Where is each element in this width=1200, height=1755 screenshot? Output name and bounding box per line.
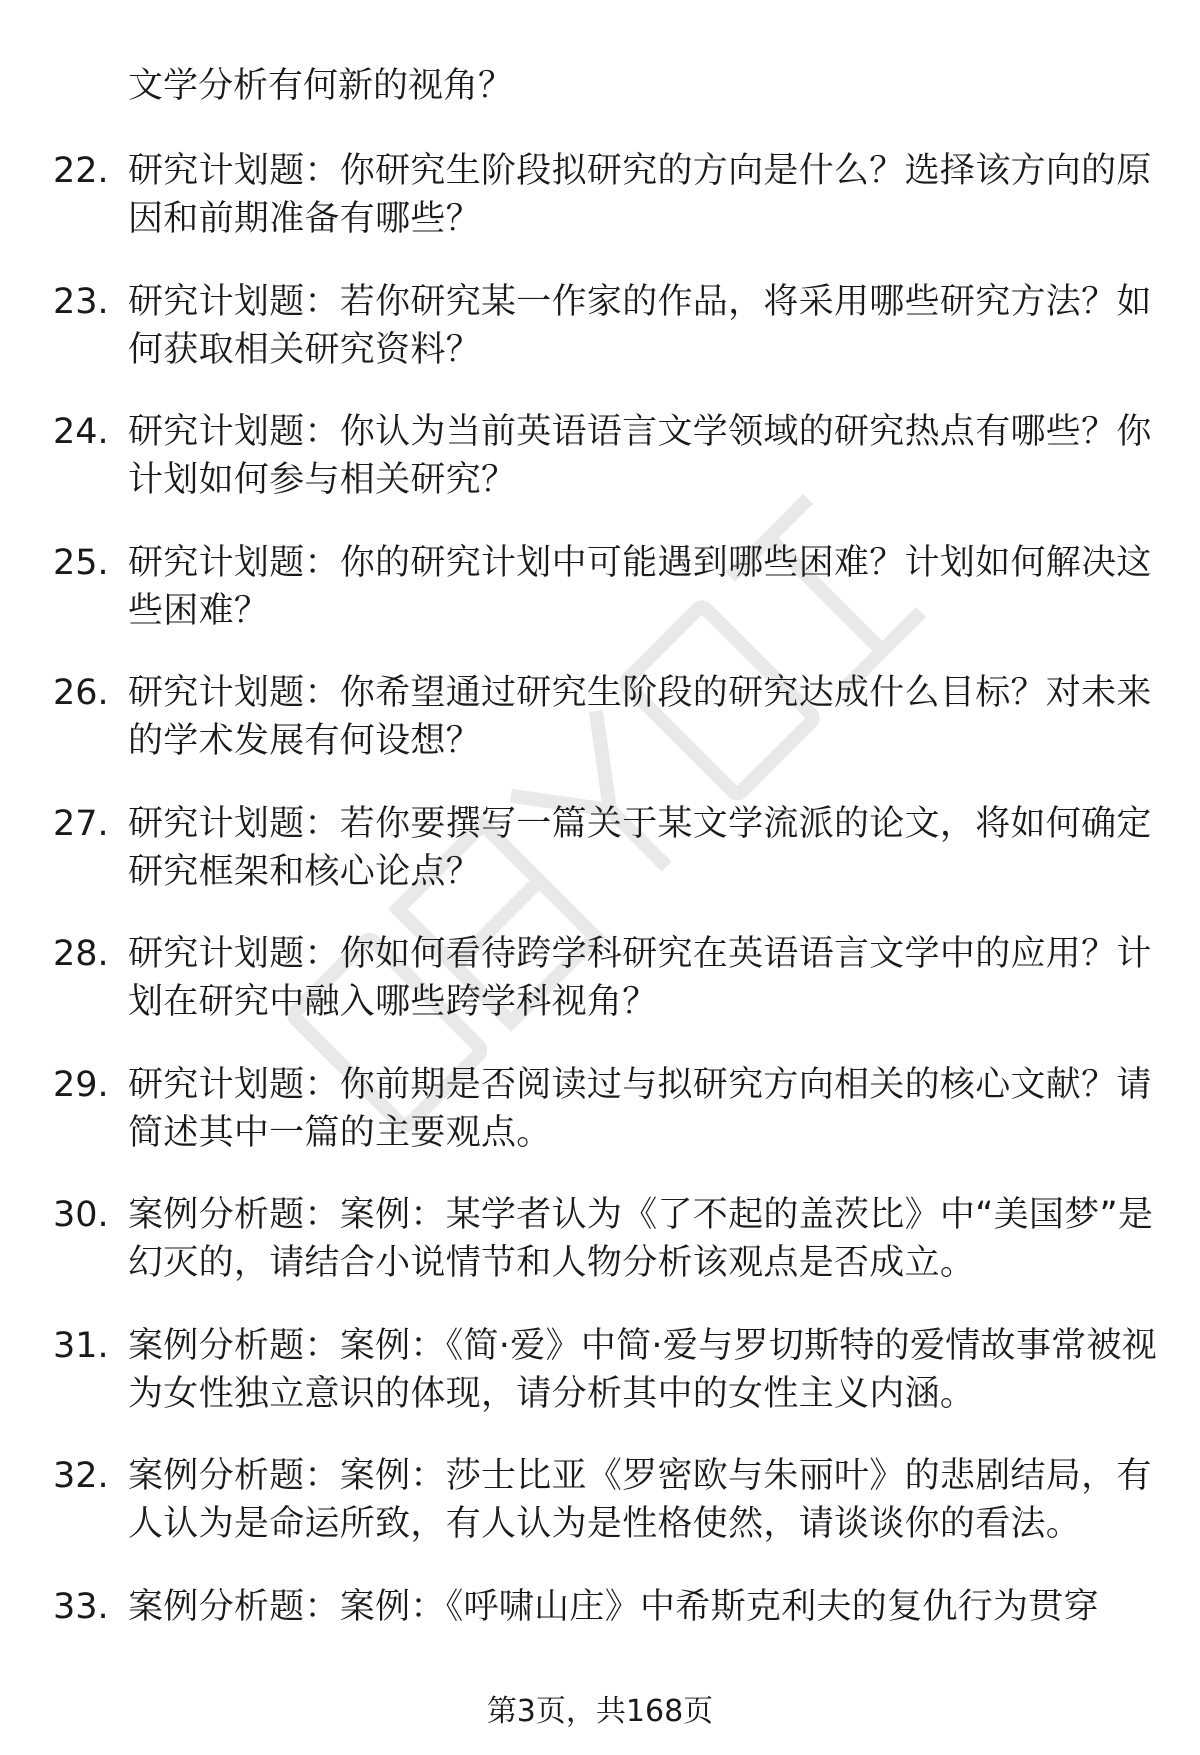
question-text: 案例分析题：案例：某学者认为《了不起的盖茨比》中“美国梦”是幻灭的，请结合小说情节和人物分析该观点是否成立。 (128, 1195, 1154, 1283)
question-number: 32. (53, 1456, 109, 1496)
question-number: 23. (53, 281, 109, 322)
question-text: 研究计划题：你如何看待跨学科研究在英语语言文学中的应用？计划在研究中融入哪些跨学科视角？ (128, 934, 1152, 1022)
question-text: 案例分析题：案例：莎士比亚《罗密欧与朱丽叶》的悲剧结局，有人认为是命运所致，有人认为是性格使然，请谈谈你的看法。 (128, 1456, 1152, 1544)
question-item-29 (0, 1061, 1200, 1192)
question-number: 27. (53, 803, 109, 844)
question-text: 研究计划题：你前期是否阅读过与拟研究方向相关的核心文献？请简述其中一篇的主要观点。 (128, 1064, 1152, 1153)
question-item-31 (0, 1322, 1200, 1453)
question-number: 29. (53, 1064, 109, 1105)
question-item-30 (0, 1191, 1200, 1322)
question-number: 28. (53, 934, 109, 974)
page-footer: 第3页，共168页 (486, 1694, 714, 1729)
question-text: 研究计划题：你认为当前英语语言文学领域的研究热点有哪些？你计划如何参与相关研究？ (128, 412, 1152, 500)
question-item-22 (0, 147, 1200, 278)
question-number: 30. (53, 1195, 109, 1235)
question-number: 26. (53, 673, 109, 713)
question-item-26 (0, 669, 1200, 800)
question-item-28 (0, 930, 1200, 1061)
question-item-23 (0, 278, 1200, 409)
question-number: 31. (53, 1325, 109, 1366)
question-text: 案例分析题：案例：《简·爱》中简·爱与罗切斯特的爱情故事常被视为女性独立意识的体现，请分析其中的女性主义内涵。 (128, 1325, 1158, 1414)
question-number: 22. (53, 151, 109, 191)
question-number: 24. (53, 412, 109, 452)
question-text: 案例分析题：案例：《呼啸山庄》中希斯克利夫的复仇行为贯穿 (128, 1586, 1099, 1627)
question-text: 研究计划题：你的研究计划中可能遇到哪些困难？计划如何解决这些困难？ (128, 542, 1152, 631)
question-item-27 (0, 800, 1200, 931)
question-number: 33. (53, 1586, 109, 1627)
question-text: 研究计划题：你希望通过研究生阶段的研究达成什么目标？对未来的学术发展有何设想？ (128, 673, 1152, 761)
question-text: 研究计划题：若你要撰写一篇关于某文学流派的论文，将如何确定研究框架和核心论点？ (128, 803, 1152, 892)
continued-question-text: 文学分析有何新的视角？ (128, 66, 514, 106)
question-number: 25. (53, 542, 109, 583)
question-item-32 (0, 1452, 1200, 1583)
question-text: 研究计划题：你研究生阶段拟研究的方向是什么？选择该方向的原因和前期准备有哪些？ (128, 151, 1152, 239)
question-text: 研究计划题：若你研究某一作家的作品，将采用哪些研究方法？如何获取相关研究资料？ (128, 281, 1152, 370)
question-list (0, 147, 1200, 1713)
question-item-24 (0, 408, 1200, 539)
question-item-25 (0, 539, 1200, 670)
